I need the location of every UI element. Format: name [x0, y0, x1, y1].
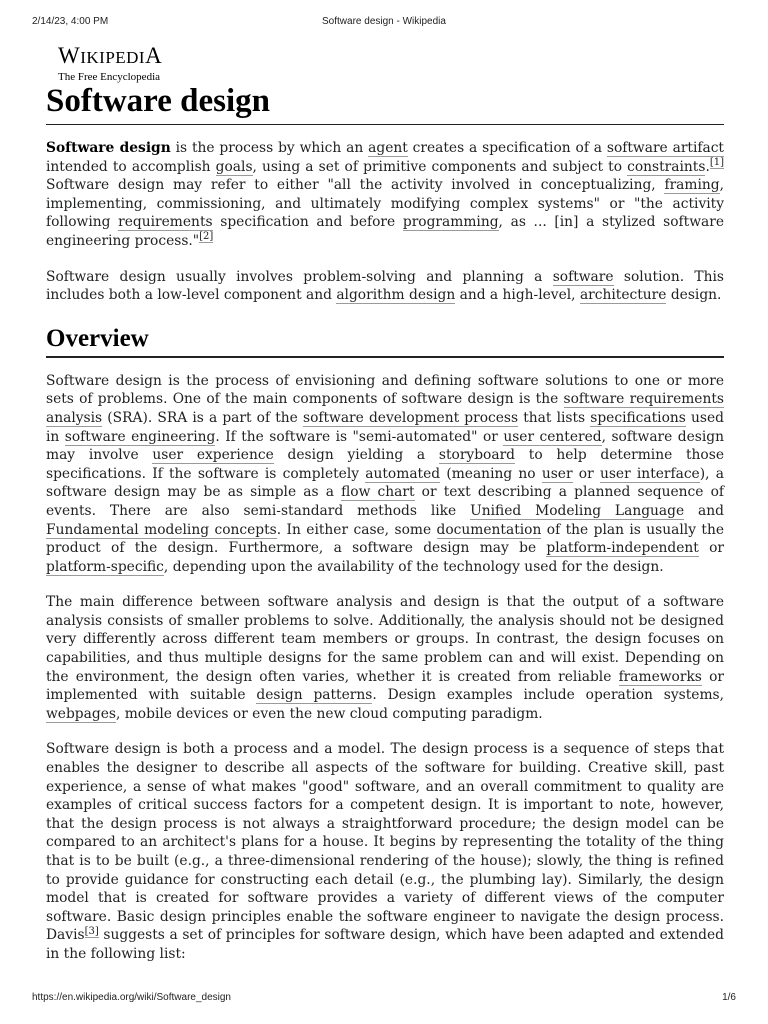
text: or — [572, 465, 600, 482]
page-title: Software design — [46, 80, 724, 125]
link-software-requirements-analysis[interactable]: software requirements analysis — [46, 391, 724, 426]
link-user-centered[interactable]: user centered — [503, 428, 602, 445]
reference-2[interactable]: [2] — [199, 231, 214, 243]
text: (SRA). SRA is a part of the — [102, 409, 303, 426]
link-architecture[interactable]: architecture — [579, 287, 667, 304]
link-storyboard[interactable]: storyboard — [438, 447, 516, 464]
text: . — [705, 158, 710, 175]
article-content — [46, 80, 724, 964]
link-software[interactable]: software — [552, 268, 614, 285]
text: or implemented with suitable — [46, 668, 724, 704]
logo-w: W — [58, 43, 81, 68]
overview-paragraph-2 — [46, 593, 724, 723]
overview-paragraph-3 — [46, 740, 724, 963]
link-goals[interactable]: goals — [215, 158, 253, 175]
link-specifications[interactable]: specifications — [590, 409, 686, 426]
text: The main difference between software analysis and design is that the output of a software analysis consists of smaller problems to solve. Additionally, the analysis should not be designed very differently across different team members or groups. In contrast, the design focuses on capabilities, and thus multiple designs for the same problem can and will exist. Depending on the environment, the design often varies, whether it is created from reliable — [46, 594, 724, 685]
text: Software design usually involves problem-solving and planning a — [46, 268, 553, 285]
text: used in — [46, 409, 724, 445]
text: Software design is both a process and a model. The design process is a sequence of steps that enables the designer to describe all aspects of the software for building. Creative skill, past experience, a sense of what makes "good" software, and an overall commitment to quality are examples of critical success factors for a competent design. It is important to note, however, that the design process is not always a straightforward procedure; the design model can be compared to an architect's plans for a house. It begins by representing the totality of the thing that is to be built (e.g., a three-dimensional rendering of the house); slowly, the thing is refined to provide guidance for constructing each detail (e.g., the plumbing lay). Similarly, the design model that is created for software provides a variety of different views of the computer software. Basic design principles enable the software engineer to navigate the design process. Davis — [46, 741, 724, 944]
text: and — [684, 502, 724, 519]
lead-paragraph-2 — [46, 268, 724, 305]
link-flow-chart[interactable]: flow chart — [341, 484, 415, 501]
text: design yielding a — [273, 447, 439, 464]
text: or text describing a planned sequence of events. There are also semi-standard methods like — [46, 484, 724, 519]
text: (meaning no — [440, 465, 542, 482]
logo-a: A — [145, 43, 163, 68]
text: specification and before — [212, 214, 403, 231]
print-page-number: 1/6 — [722, 992, 736, 1003]
link-software-engineering[interactable]: software engineering — [64, 428, 216, 445]
text: suggests a set of principles for software design, which have been adapted and extended in the following list: — [46, 927, 724, 962]
link-algorithm-design[interactable]: algorithm design — [336, 287, 456, 304]
text: and a high-level, — [455, 287, 580, 304]
text: , using a set of primitive components and subject to — [252, 158, 628, 175]
link-software-development-process[interactable]: software development process — [302, 409, 519, 426]
text: . In either case, some — [276, 521, 437, 538]
text: design. — [666, 287, 722, 304]
text: to help determine those specifications. If the software is completely — [46, 447, 724, 482]
wikipedia-tagline: The Free Encyclopedia — [58, 71, 161, 83]
lead-paragraph-1 — [46, 139, 724, 251]
text: . If the software is "semi-automated" or — [215, 428, 504, 445]
link-documentation[interactable]: documentation — [436, 521, 542, 538]
text: , as ... [in] a stylized software engineering process." — [46, 214, 724, 249]
text: Software design may refer to either "all the activity involved in conceptualizing, — [46, 177, 665, 194]
link-platform-specific[interactable]: platform-specific — [46, 558, 164, 575]
text: creates a specification of a — [407, 140, 607, 156]
print-date: 2/14/23, 4:00 PM — [32, 16, 109, 27]
reference-3[interactable]: [3] — [84, 925, 99, 937]
link-programming[interactable]: programming — [402, 214, 499, 231]
link-user-interface[interactable]: user interface — [599, 465, 700, 482]
link-agent[interactable]: agent — [368, 140, 408, 156]
print-page-title: Software design - Wikipedia — [322, 16, 446, 27]
print-url: https://en.wikipedia.org/wiki/Software_design — [32, 992, 231, 1003]
text: , implementing, commissioning, and ultimately modifying complex systems" or "the activity following — [46, 177, 724, 231]
link-framing[interactable]: framing — [664, 177, 720, 194]
link-software-artifact[interactable]: software artifact — [606, 140, 724, 156]
text: . Design examples include operation systems, — [372, 687, 725, 704]
link-requirements[interactable]: requirements — [118, 214, 213, 231]
text: solution. This includes both a low-level component and — [46, 268, 724, 304]
link-automated[interactable]: automated — [365, 465, 441, 482]
section-heading-overview: Overview — [46, 323, 724, 358]
text: Software design is the process of envisioning and defining software solutions to one or more sets of problems. One of the main components of software design is the — [46, 372, 724, 408]
link-unified-modeling-language[interactable]: Unified Modeling Language — [470, 502, 685, 519]
text: of the plan is usually the product of the design. Furthermore, a software design may be — [46, 521, 725, 557]
link-webpages[interactable]: webpages — [46, 705, 116, 722]
text: or — [698, 540, 724, 557]
logo-ikipedi: IKIPEDI — [80, 48, 146, 67]
link-user-experience[interactable]: user experience — [152, 447, 274, 464]
link-design-patterns[interactable]: design patterns — [256, 687, 373, 704]
link-constraints[interactable]: constraints — [627, 158, 706, 175]
text: , depending upon the availability of the technology used for the design. — [163, 558, 664, 575]
term-software-design: Software design — [46, 140, 171, 156]
reference-1[interactable]: [1] — [709, 157, 724, 168]
link-frameworks[interactable]: frameworks — [618, 668, 702, 685]
link-user[interactable]: user — [541, 465, 573, 482]
overview-paragraph-1 — [46, 372, 724, 577]
text: , software design may involve — [46, 428, 724, 464]
text: ), a software design may be as simple as a — [46, 465, 724, 501]
text: that lists — [518, 409, 591, 426]
link-fundamental-modeling-concepts[interactable]: Fundamental modeling concepts — [46, 521, 277, 538]
link-platform-independent[interactable]: platform-independent — [546, 540, 699, 557]
wikipedia-wordmark — [58, 44, 162, 70]
text: intended to accomplish — [46, 158, 216, 175]
text: , mobile devices or even the new cloud computing paradigm. — [115, 705, 543, 722]
text: is the process by which an — [170, 140, 369, 156]
wikipedia-logo[interactable] — [58, 44, 162, 84]
